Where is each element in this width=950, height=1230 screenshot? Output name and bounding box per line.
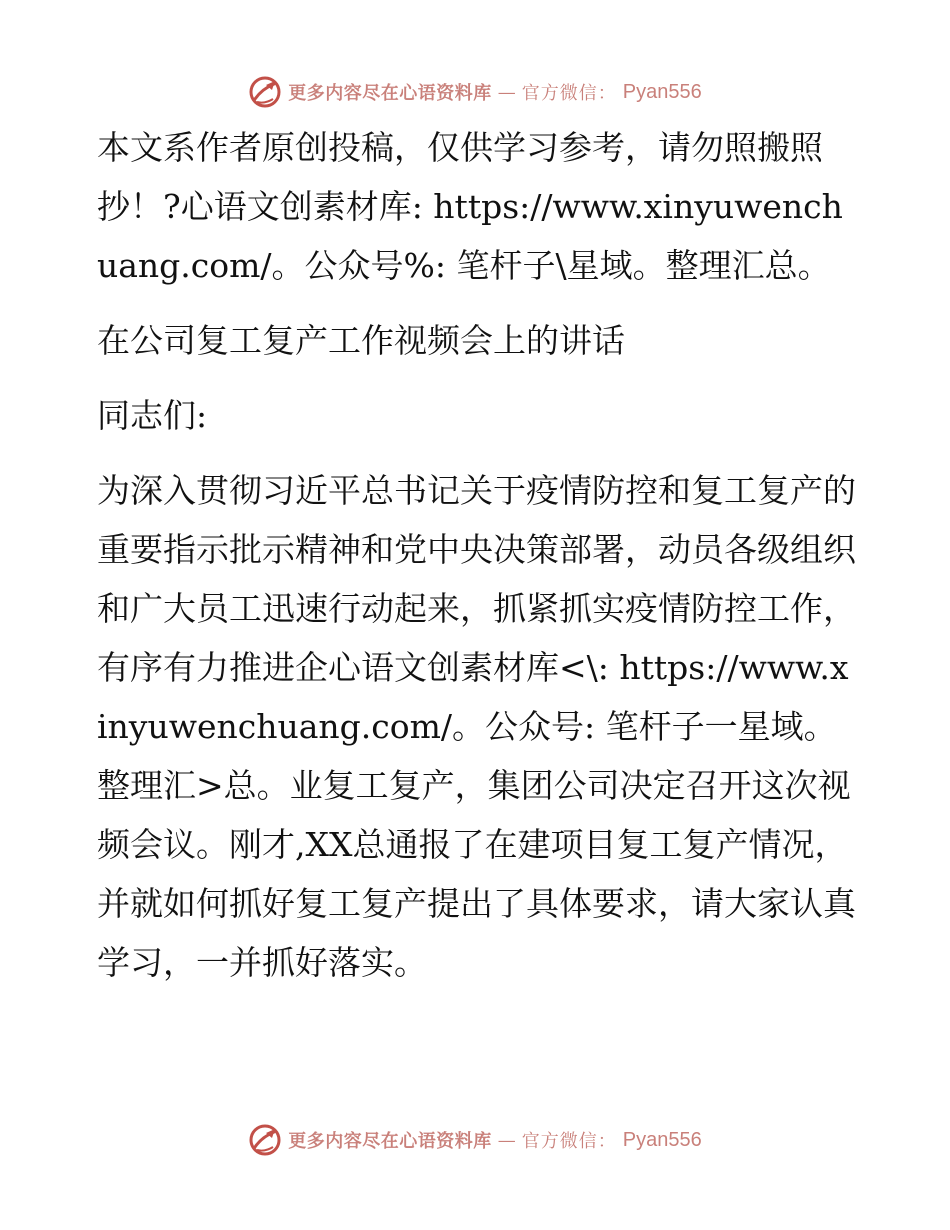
footer-banner-text: 更多内容尽在心语资料库	[288, 1131, 492, 1152]
speech-title: 在公司复工复产工作视频会上的讲话	[97, 321, 625, 360]
header-banner-text: 更多内容尽在心语资料库	[288, 83, 492, 104]
header-wechat-label: 官方微信：	[521, 83, 617, 104]
salutation: 同志们:	[97, 396, 208, 435]
footer-wechat-label: 官方微信：	[521, 1131, 617, 1152]
header-banner-group	[248, 75, 701, 109]
pen-logo-icon	[248, 1123, 282, 1157]
footer-banner-group	[248, 1123, 701, 1157]
page-footer-banner	[0, 1120, 950, 1160]
page-header-banner	[0, 72, 950, 112]
footer-wechat-id: Pyan556	[622, 1128, 702, 1151]
header-wechat-id: Pyan556	[622, 80, 702, 103]
body-paragraph: 为深入贯彻习近平总书记关于疫情防控和复工复产的重要指示批示精神和党中央决策部署，动员各级组织和广大员工迅速行动起来，抓紧抓实疫情防控工作，有序有力推进企心语文创素材库<\: https://www.xinyuwenchuang.com/。公众号: 笔杆子一星域。整理汇>总。业复工复产，集团公司决定召开这次视频会议。刚才,XX总通报了在建项目复工复产情况，并就如何抓好复工复产提出了具体要求，请大家认真学习，一并抓好落实。	[97, 471, 856, 982]
header-banner-dash: —	[497, 81, 516, 103]
pen-logo-icon	[248, 75, 282, 109]
document-body	[97, 118, 857, 992]
intro-paragraph: 本文系作者原创投稿，仅供学习参考，请勿照搬照抄！?心语文创素材库: https://www.xinyuwenchuang.com/。公众号%: 笔杆子\星域。整理汇总。	[97, 128, 843, 285]
footer-banner-dash: —	[497, 1129, 516, 1151]
